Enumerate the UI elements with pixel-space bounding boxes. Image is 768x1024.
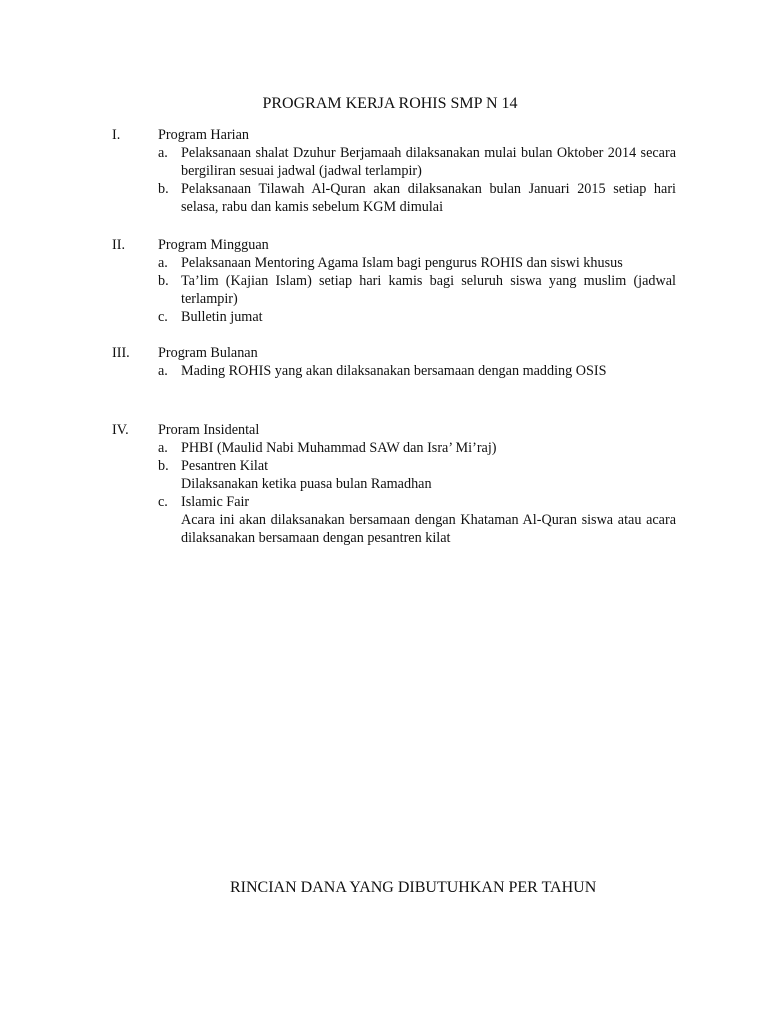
item-letter: b. <box>158 458 169 474</box>
item-letter: a. <box>158 255 168 271</box>
item-text: Mading ROHIS yang akan dilaksanakan bersamaan dengan madding OSIS <box>181 363 607 379</box>
item-letter: b. <box>158 181 169 197</box>
list-item <box>158 144 676 180</box>
item-text: Islamic Fair <box>181 494 250 510</box>
item-letter: a. <box>158 363 168 379</box>
item-letter: a. <box>158 440 168 456</box>
section-item-list <box>158 362 676 380</box>
section-title: Program Harian <box>158 127 250 143</box>
list-item <box>158 362 676 380</box>
item-letter: c. <box>158 494 168 510</box>
item-text: PHBI (Maulid Nabi Muhammad SAW dan Isra’ Mi’raj) <box>181 440 497 456</box>
item-letter: b. <box>158 273 169 289</box>
funding-heading: RINCIAN DANA YANG DIBUTUHKAN PER TAHUN <box>230 879 597 896</box>
section-number: IV. <box>112 422 129 438</box>
item-note: Dilaksanakan ketika puasa bulan Ramadhan <box>181 476 432 492</box>
list-item <box>158 493 676 547</box>
section-number: II. <box>112 237 125 253</box>
section-item-list <box>158 439 676 547</box>
section-title: Program Bulanan <box>158 345 258 361</box>
section-item-list <box>158 254 676 326</box>
section-title: Program Mingguan <box>158 237 269 253</box>
item-text: Pelaksanaan Mentoring Agama Islam bagi pengurus ROHIS dan siswi khusus <box>181 255 623 271</box>
section-number: III. <box>112 345 130 361</box>
item-letter: a. <box>158 145 168 161</box>
list-item <box>158 180 676 216</box>
list-item <box>158 457 676 493</box>
list-item <box>158 439 676 457</box>
list-item <box>158 254 676 272</box>
section-number: I. <box>112 127 121 143</box>
section-item-list <box>158 144 676 216</box>
item-text: Pelaksanaan shalat Dzuhur Berjamaah dilaksanakan mulai bulan Oktober 2014 secara bergiliran sesuai jadwal (jadwal terlampir) <box>181 145 676 179</box>
list-item <box>158 308 676 326</box>
document-title: PROGRAM KERJA ROHIS SMP N 14 <box>262 95 518 112</box>
list-item <box>158 272 676 308</box>
item-letter: c. <box>158 309 168 325</box>
item-text: Ta’lim (Kajian Islam) setiap hari kamis bagi seluruh siswa yang muslim (jadwal terlampir) <box>181 273 676 307</box>
item-text: Pesantren Kilat <box>181 458 269 474</box>
item-text: Pelaksanaan Tilawah Al-Quran akan dilaksanakan bulan Januari 2015 setiap hari selasa, rabu dan kamis sebelum KGM dimulai <box>181 181 676 215</box>
item-note: Acara ini akan dilaksanakan bersamaan dengan Khataman Al-Quran siswa atau acara dilaksanakan bersamaan dengan pesantren kilat <box>181 512 676 546</box>
item-text: Bulletin jumat <box>181 309 263 325</box>
section-title: Proram Insidental <box>158 422 260 438</box>
